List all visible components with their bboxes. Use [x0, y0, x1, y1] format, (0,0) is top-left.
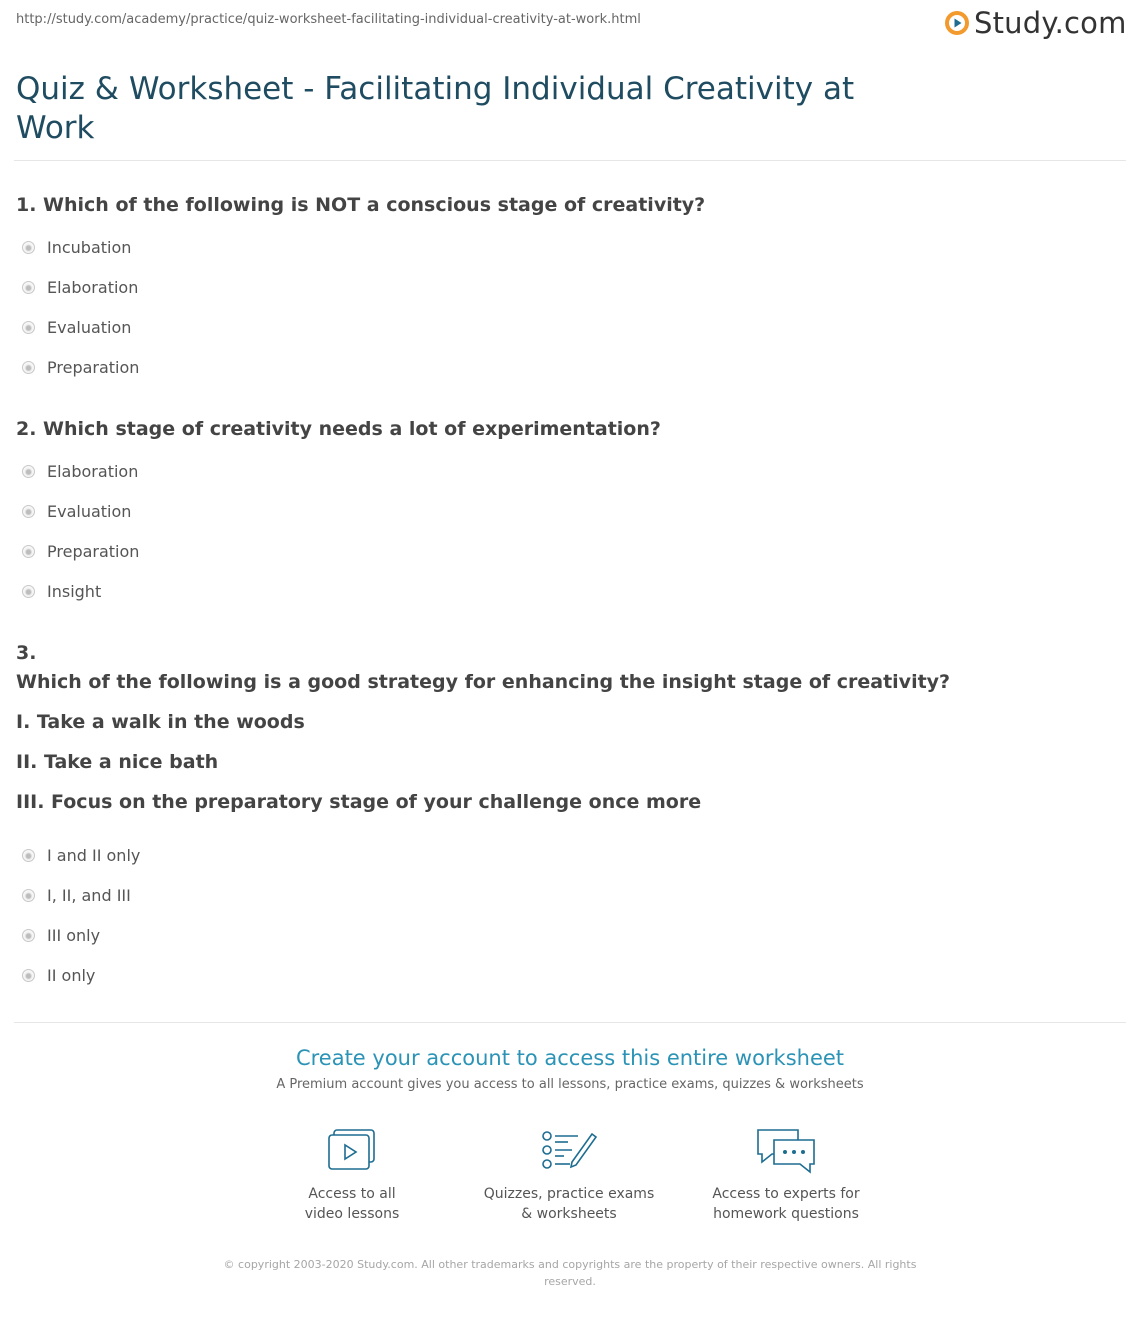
option-label: Elaboration	[47, 277, 139, 297]
chat-bubbles-icon	[754, 1128, 818, 1174]
radio-button[interactable]	[22, 465, 35, 478]
answer-option[interactable]	[22, 500, 131, 522]
answer-option[interactable]	[22, 884, 131, 906]
option-label: Preparation	[47, 541, 140, 561]
question-1: 1. Which of the following is NOT a conscious stage of creativity?	[16, 194, 706, 216]
answer-option[interactable]	[22, 276, 138, 298]
answer-option[interactable]	[22, 924, 100, 946]
feature-label: Access to all video lessons	[304, 1186, 400, 1222]
feature-video-lessons	[242, 1128, 462, 1224]
answer-option[interactable]	[22, 236, 131, 258]
answer-option[interactable]	[22, 316, 131, 338]
radio-button[interactable]	[22, 929, 35, 942]
option-label: Evaluation	[47, 501, 132, 521]
section-divider	[14, 1022, 1126, 1023]
answer-option[interactable]	[22, 580, 101, 602]
video-lessons-icon	[326, 1128, 378, 1174]
option-label: Incubation	[47, 237, 132, 257]
premium-description: A Premium account gives you access to all lessons, practice exams, quizzes & worksheets	[276, 1077, 864, 1092]
feature-label: Access to experts for homework questions	[712, 1186, 860, 1222]
option-label: II only	[47, 965, 96, 985]
quiz-checklist-icon	[540, 1128, 598, 1174]
study-logo[interactable]	[944, 6, 1127, 40]
answer-option[interactable]	[22, 844, 140, 866]
radio-button[interactable]	[22, 889, 35, 902]
question-3-number: 3.	[16, 642, 37, 664]
radio-button[interactable]	[22, 969, 35, 982]
feature-label: Quizzes, practice exams & worksheets	[483, 1186, 655, 1222]
page-url: http://study.com/academy/practice/quiz-worksheet-facilitating-individual-creativity-at-work.html	[16, 12, 641, 27]
question-3-text: Which of the following is a good strategy for enhancing the insight stage of creativity?	[16, 671, 951, 693]
question-3-statement: III. Focus on the preparatory stage of your challenge once more	[16, 791, 702, 813]
option-label: I and II only	[47, 845, 141, 865]
option-label: Elaboration	[47, 461, 139, 481]
page-title: Quiz & Worksheet - Facilitating Individual Creativity at Work	[16, 71, 855, 146]
option-label: I, II, and III	[47, 885, 131, 905]
radio-button[interactable]	[22, 849, 35, 862]
radio-button[interactable]	[22, 505, 35, 518]
answer-option[interactable]	[22, 356, 139, 378]
title-divider	[14, 160, 1126, 161]
feature-experts	[676, 1128, 896, 1224]
radio-button[interactable]	[22, 545, 35, 558]
option-label: Evaluation	[47, 317, 132, 337]
option-label: Preparation	[47, 357, 140, 377]
question-2: 2. Which stage of creativity needs a lot of experimentation?	[16, 418, 661, 440]
radio-button[interactable]	[22, 241, 35, 254]
radio-button[interactable]	[22, 585, 35, 598]
option-label: III only	[47, 925, 101, 945]
radio-button[interactable]	[22, 281, 35, 294]
study-logo-text: Study.com	[974, 6, 1127, 40]
feature-quizzes	[459, 1128, 679, 1224]
option-label: Insight	[47, 581, 102, 601]
answer-option[interactable]	[22, 460, 138, 482]
question-3-statement: II. Take a nice bath	[16, 751, 219, 773]
radio-button[interactable]	[22, 361, 35, 374]
copyright-notice: © copyright 2003-2020 Study.com. All other trademarks and copyrights are the property of their respective owners. All rights reserved.	[223, 1258, 917, 1288]
answer-option[interactable]	[22, 540, 139, 562]
radio-button[interactable]	[22, 321, 35, 334]
create-account-link[interactable]: Create your account to access this entire worksheet	[295, 1046, 845, 1070]
question-3-statement: I. Take a walk in the woods	[16, 711, 305, 733]
answer-option[interactable]	[22, 964, 95, 986]
study-logo-icon	[944, 10, 970, 36]
